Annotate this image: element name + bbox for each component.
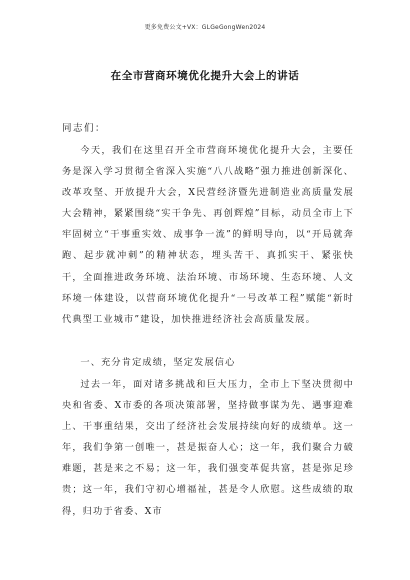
body-paragraph-intro xyxy=(62,140,354,330)
paragraph-text: 过去一年，面对诸多挑战和巨大压力，全市上下坚决贯彻中央和省委、X市委的各项决策部署，坚持做事谋为先、遇事迎难上、干事重结果，交出了经济社会发展持续向好的成绩单。这一年，我们争第一创唯一，甚是振奋人心；这一年，我们聚合力破难题，甚是来之不易；这一年，我们强变革促共富，甚是弥足珍贵；这一年，我们守初心增福祉，甚是令人欣慰。这些成绩的取得，归功于省委、X市 xyxy=(62,379,354,517)
section-heading xyxy=(62,352,354,373)
section-heading-text: 一、充分肯定成绩，坚定发展信心 xyxy=(80,357,236,368)
salutation: 同志们： xyxy=(62,123,107,134)
document-title: 在全市营商环境优化提升大会上的讲话 xyxy=(110,70,300,82)
body-paragraph-achievements xyxy=(62,374,354,522)
header-note: 更多免费公文+VX：GLGeGongWen2024 xyxy=(144,24,266,31)
paragraph-text: 今天，我们在这里召开全市营商环境优化提升大会，主要任务是深入学习贯彻全省深入实施“八八战略”强力推进创新深化、改革攻坚、开放提升大会，X民营经济暨先进制造业高质量发展大会精神，紧紧围绕“实干争先、再创辉煌”目标，动员全市上下牢固树立“干事重实效、成事争一流”的鲜明导向，以“开局就奔跑、起步就冲刺”的精神状态，埋头苦干、真抓实干、紧张快干，全面推进政务环境、法治环境、市场环境、生态环境、人文环境一体建设，以营商环境优化提升“一号改革工程”赋能“新时代典型工业城市”建设，加快推进经济社会高质量发展。 xyxy=(62,145,354,325)
